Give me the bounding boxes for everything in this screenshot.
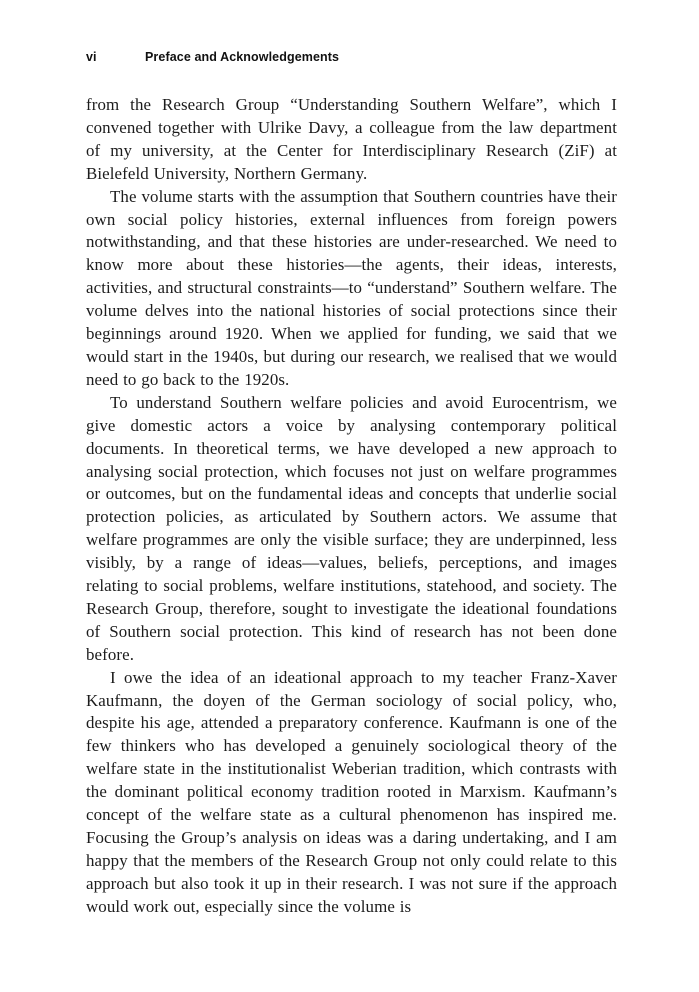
paragraph: The volume starts with the assumption that Southern countries have their own social policy histories, external influences from foreign powers notwithstanding, and that these histories are under-researched. We need to know more about these histories—the agents, their ideas, interests, activities, and structural constraints—to “understand” Southern welfare. The volume delves into the national histories of social protections since their beginnings around 1920. When we applied for funding, we said that we would start in the 1940s, but during our research, we realised that we would need to go back to the 1920s. — [86, 186, 617, 389]
running-head-title: Preface and Acknowledgements — [145, 50, 340, 64]
paragraph: To understand Southern welfare policies and avoid Eurocentrism, we give domestic actors a voice by analysing contemporary political documents. In theoretical terms, we have developed a new approach to analysing social protection, which focuses not just on welfare programmes or outcomes, but on the fundamental ideas and concepts that underlie social protection policies, as articulated by Southern actors. We assume that welfare programmes are only the visible surface; they are underpinned, less visibly, by a range of ideas—values, beliefs, perceptions, and images relating to social problems, welfare institutions, statehood, and society. The Research Group, therefore, sought to investigate the ideational foundations of Southern social protection. This kind of research has not been done before. — [86, 392, 617, 664]
page-body — [86, 94, 617, 919]
paragraph: I owe the idea of an ideational approach to my teacher Franz-Xaver Kaufmann, the doyen of the German sociology of social policy, who, despite his age, attended a preparatory conference. Kaufmann is one of the few thinkers who has developed a genuinely sociological theory of the welfare state in the institutionalist Weberian tradition, which contrasts with the dominant political economy tradition rooted in Marxism. Kaufmann’s concept of the welfare state as a cultural phenomenon has inspired me. Focusing the Group’s analysis on ideas was a daring undertaking, and I am happy that the members of the Research Group not only could relate to this approach but also took it up in their research. I was not sure if the approach would work out, especially since the volume is — [86, 667, 617, 916]
page-header — [86, 50, 615, 64]
paragraph: from the Research Group “Understanding Southern Welfare”, which I convened together with Ulrike Davy, a colleague from the law department of my university, at the Center for Interdisciplinary Research (ZiF) at Bielefeld University, Northern Germany. — [86, 95, 617, 183]
page-number: vi — [86, 50, 97, 64]
